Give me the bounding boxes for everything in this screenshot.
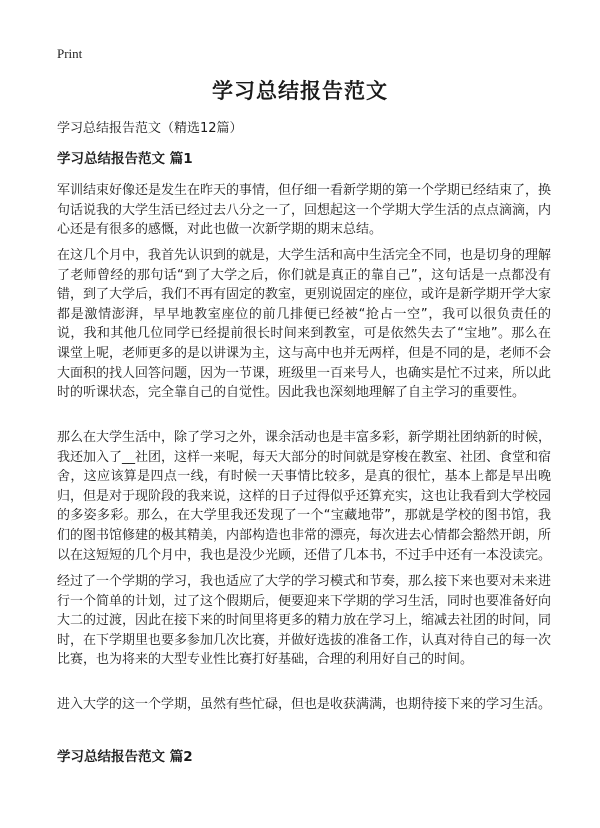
print-link[interactable]: Print	[57, 46, 83, 61]
paragraph-1: 军训结束好像还是发生在昨天的事情，但仔细一看新学期的第一个学期已经结束了，换句话说我的大学生活已经过去八分之一了，回想起这一个学期大学生活的点点滴滴，内心还是有很多的感慨，对此也做一次新学期的期末总结。	[57, 183, 552, 238]
section-heading-2: 学习总结报告范文 篇2	[57, 749, 193, 765]
paragraph-3: 那么在大学生活中，除了学习之外，课余活动也是丰富多彩，新学期社团纳新的时候，我还加入了__社团，这样一来呢，每天大部分的时间就是穿梭在教室、社团、食堂和宿舍，这应该算是四点一线，有时候一天事情比较多，是真的很忙，基本上都是早出晚归，但是对于现阶段的我来说，这样的日子过得似乎还算充实，这也让我看到大学校园的多姿多彩。那么，在大学里我还发现了一个“宝藏地带”，那就是学校的图书馆，我们的图书馆修建的极其精美，内部构造也非常的漂亮，每次进去心情都会豁然开朗，所以在这短短的几个月中，我也是没少光顾，还借了几本书，不过手中还有一本没读完。	[57, 430, 552, 563]
page-title: 学习总结报告范文	[212, 79, 388, 103]
document-subtitle: 学习总结报告范文（精选12篇）	[57, 121, 243, 136]
section-heading-1: 学习总结报告范文 篇1	[57, 151, 193, 167]
paragraph-4: 经过了一个学期的学习，我也适应了大学的学习模式和节奏，那么接下来也要对未来进行一个简单的计划，过了这个假期后，便要迎来下学期的学习生活，同时也要准备好向大二的过渡，因此在接下来的时间里将更多的精力放在学习上，缩减去社团的时间，同时，在下学期里也要多参加几次比赛，并做好选拔的准备工作，认真对待自己的每一次比赛，也为将来的大型专业性比赛打好基础，合理的利用好自己的时间。	[57, 574, 552, 668]
paragraph-2: 在这几个月中，我首先认识到的就是，大学生活和高中生活完全不同，也是切身的理解了老师曾经的那句话“到了大学之后，你们就是真正的靠自己”，这句话是一点都没有错，到了大学后，我们不再有固定的教室，更别说固定的座位，或许是新学期开学大家都是激情澎湃，早早地教室座位的前几排便已经被“抢占一空”，我可以很负责任的说，我和其他几位同学已经提前很长时间来到教室，可是依然失去了“宝地”。那么在课堂上呢，老师更多的是以讲课为主，这与高中也并无两样，但是不同的是，老师不会大面积的找人回答问题，因为一节课，班级里一百来号人，也确实是忙不过来，所以此时的听课状态，完全靠自己的自觉性。因此我也深刻地理解了自主学习的重要性。	[57, 248, 552, 401]
paragraph-5: 进入大学的这一个学期，虽然有些忙碌，但也是收获满满，也期待接下来的学习生活。	[57, 697, 552, 712]
